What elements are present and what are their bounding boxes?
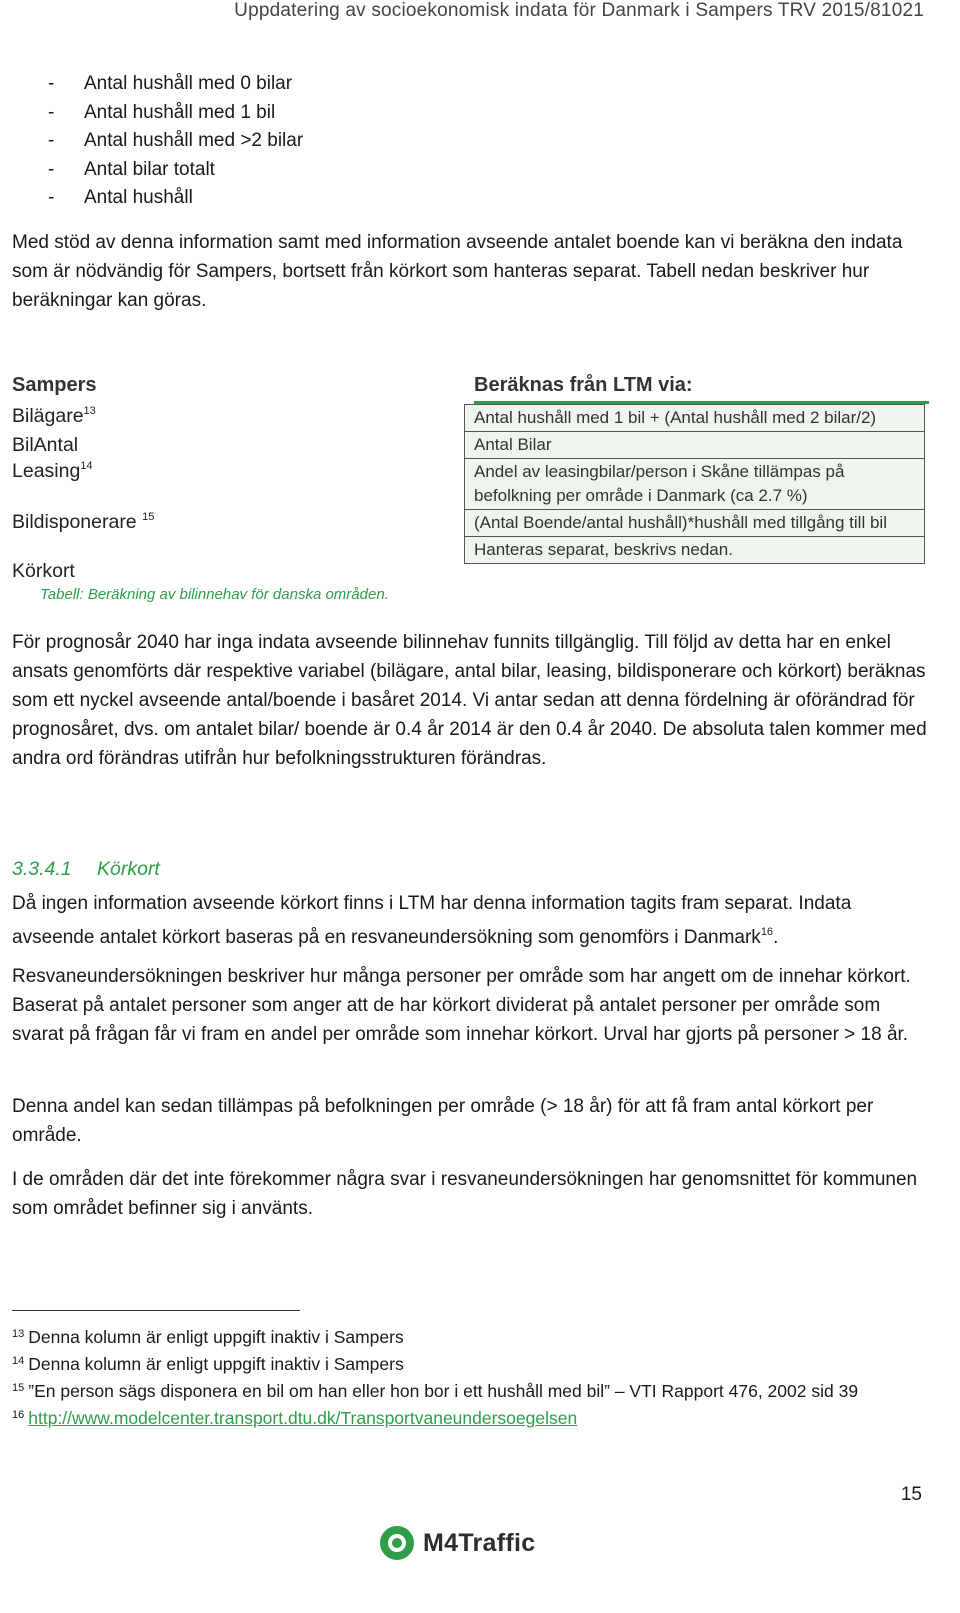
- page-header-title: Uppdatering av socioekonomisk indata för Danmark i Sampers TRV 2015/81021: [234, 0, 924, 21]
- page-number: 15: [900, 1484, 922, 1505]
- korkort-paragraph: Då ingen information avseende körkort finns i LTM har denna information tagits fram separat. Indata avseende antalet körkort baseras på en resvaneundersökning som genomförs i Danmark$^{16}$.: [12, 893, 852, 948]
- bullet-dash: -: [48, 101, 55, 123]
- list-item-text: Antal hushåll: [84, 187, 193, 208]
- bullet-list: [48, 70, 303, 213]
- list-item-text: Antal hushåll med >2 bilar: [84, 130, 304, 151]
- bullet-dash: -: [48, 187, 55, 208]
- table-row-label-leasing: Leasing$^{14}$: [12, 460, 93, 482]
- bullet-dash: -: [48, 73, 55, 94]
- table-row-label-bildisponerare: Bildisponerare $^{15}$: [12, 511, 155, 533]
- table-row-label-korkort: Körkort: [12, 560, 75, 582]
- bullet-dash: -: [48, 158, 55, 180]
- table-row-label-bilantal: BilAntal: [12, 434, 79, 456]
- table-header-ltm: Beräknas från LTM via:: [474, 374, 693, 396]
- section-heading: [12, 858, 160, 881]
- list-item: [48, 156, 303, 185]
- list-item-text: Antal bilar totalt: [84, 158, 215, 180]
- intro-paragraph: Med stöd av denna information samt med information avseende antalet boende kan vi beräkna den indata som är nödvändig för Sampers, bortsett från körkort som hanteras separat. Tabell nedan beskriver hur beräkningar kan göras.: [12, 232, 903, 311]
- logo-text: M4Traffic: [423, 1528, 536, 1557]
- table-caption: Tabell: Beräkning av bilinnehav för danska områden.: [40, 586, 389, 603]
- m4traffic-logo: [380, 1526, 535, 1560]
- footnote: $^{16}$ http://www.modelcenter.transport.dtu.dk/Transportvaneundersoegelsen: [12, 1408, 578, 1428]
- bullet-dash: -: [48, 130, 55, 151]
- table-value-column: [464, 404, 925, 564]
- table-cell: Antal hushåll med 1 bil + (Antal hushåll med 2 bilar/2): [464, 404, 925, 432]
- table-header-sampers: Sampers: [12, 374, 97, 396]
- footnote-ref: 16: [760, 926, 774, 938]
- list-item: [48, 99, 303, 128]
- section-title: Körkort: [97, 858, 160, 880]
- fallback-paragraph: I de områden där det inte förekommer några svar i resvaneundersökningen har genomsnittet för kommunen som området befinner sig i använts.: [12, 1169, 918, 1219]
- footnote-link[interactable]: http://www.modelcenter.transport.dtu.dk/Transportvaneundersoegelsen: [28, 1408, 578, 1428]
- table-cell: Antal Bilar: [464, 432, 925, 459]
- table-cell: (Antal Boende/antal hushåll)*hushåll med tillgång till bil: [464, 510, 925, 537]
- list-item: [48, 184, 303, 213]
- share-paragraph: Denna andel kan sedan tillämpas på befolkningen per område (> 18 år) för att få fram antal körkort per område.: [12, 1096, 874, 1146]
- footnote: $^{13}$ Denna kolumn är enligt uppgift inaktiv i Sampers: [12, 1327, 404, 1347]
- footnote: $^{14}$ Denna kolumn är enligt uppgift inaktiv i Sampers: [12, 1354, 404, 1374]
- ring-logo-icon: [380, 1526, 414, 1560]
- survey-paragraph: Resvaneundersökningen beskriver hur många personer per område som har angett om de innehar körkort. Baserat på antalet personer som anger att de har körkort dividerat på antalet personer per område som svarat på frågan får vi fram en andel per område som innehar körkort. Urval har gjorts på personer > 18 år.: [12, 966, 911, 1045]
- list-item: [48, 127, 303, 156]
- table-cell: Andel av leasingbilar/person i Skåne tillämpas på befolkning per område i Danmark (ca 2.7 %): [464, 459, 925, 510]
- forecast-paragraph: För prognosår 2040 har inga indata avseende bilinnehav funnits tillgänglig. Till följd av detta har en enkel ansats genomförts där respektive variabel (bilägare, antal bilar, leasing, bildisponerare och körkort) beräknas som ett nyckel avseende antal/boende i basåret 2014. Vi antar sedan att denna fördelning är oförändrad för prognosåret, dvs. om antalet bilar/ boende är 0.4 år 2014 är den 0.4 år 2040. De absoluta talen kommer med andra ord förändras utifrån hur befolkningsstrukturen förändras.: [12, 632, 927, 769]
- footnote-divider: [12, 1310, 300, 1311]
- list-item: [48, 70, 303, 99]
- footnotes: [12, 1322, 858, 1430]
- footnote: $^{15}$ ”En person sägs disponera en bil om han eller hon bor i ett hushåll med bil” – VTI Rapport 476, 2002 sid 39: [12, 1381, 859, 1401]
- section-number: 3.3.4.1: [12, 858, 72, 880]
- list-item-text: Antal hushåll med 1 bil: [84, 101, 276, 123]
- table-cell: Hanteras separat, beskrivs nedan.: [464, 537, 925, 564]
- list-item-text: Antal hushåll med 0 bilar: [84, 73, 293, 94]
- table-row-label-bilagare: Bilägare$^{13}$: [12, 405, 96, 427]
